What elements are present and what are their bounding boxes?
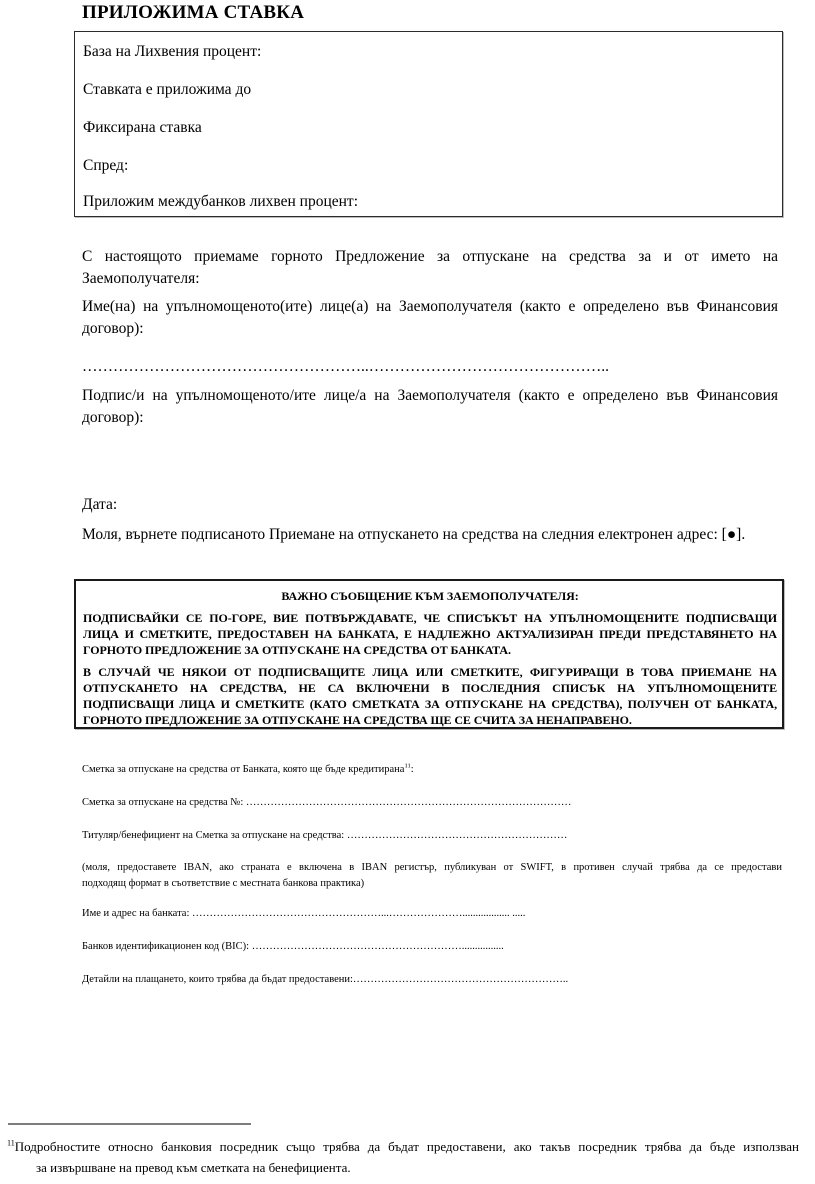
credited-account-text: Сметка за отпускане на средства от Банката, която ще бъде кредитирана (82, 764, 405, 775)
bic-line: Банков идентификационен код (BIC): ……………………………………………………................ (82, 941, 504, 952)
notice-para1-line1: ПОДПИСВАЙКИ СЕ ПО-ГОРЕ, ВИЕ ПОТВЪРЖДАВАТЕ, ЧЕ СПИСЪКЪТ НА УПЪЛНОМОЩЕНИТЕ ПОДПИСВАЩИ (83, 611, 777, 625)
notice-para2-line1: В СЛУЧАЙ ЧЕ НЯКОИ ОТ ПОДПИСВАЩИТЕ ЛИЦА ИЛИ СМЕТКИТЕ, ФИГУРИРАЩИ В ТОВА ПРИЕМАНЕ НА (83, 665, 777, 679)
notice-title: ВАЖНО СЪОБЩЕНИЕ КЪМ ЗАЕМОПОЛУЧАТЕЛЯ: (281, 589, 579, 603)
signatures-line2: договор): (82, 409, 144, 426)
fixed-rate-label: Фиксирана ставка (83, 119, 202, 136)
applicable-rate-box (74, 31, 783, 217)
footnote-ref-11: 11 (404, 762, 411, 770)
iban-note-line1: (моля, предоставете IBAN, ако страната е включена в IBAN регистър, публикуван от SWIFT, в противен случай трябва да се предостави (82, 862, 782, 873)
account-holder-line: Титуляр/бенефициент на Сметка за отпускане на средства: ……………………………………………………… (82, 830, 568, 841)
account-number-line: Сметка за отпускане на средства №: ………………………………………………………………………………… (82, 797, 572, 808)
footnote-separator (8, 1123, 251, 1125)
important-notice-box (74, 579, 784, 729)
acceptance-para1-line1: С настоящото приемаме горното Предложение за отпускане на средства за и от името на (82, 248, 778, 265)
iban-note-line2: подходящ формат в съответствие с местната банкова практика) (82, 878, 365, 889)
footnote-line1 (7, 1138, 799, 1155)
bank-name-address-line: Име и адрес на банката: ………………………………………………...………………….................. ..... (82, 908, 526, 919)
name-fill-in-line: ………………………………………………..……………………………………….. (82, 358, 609, 375)
payment-details-line: Детайли на плащането, които трябва да бъдат предоставени:…………………………………………………….. (82, 974, 569, 985)
rate-applicable-until-label: Ставката е приложима до (83, 81, 252, 98)
authorized-persons-line1: Име(на) на упълномощеното(ите) лице(а) на Заемополучателя (както е определено във Финансовия (82, 298, 778, 315)
rate-base-label: База на Лихвения процент: (83, 43, 262, 60)
credited-account-colon: : (410, 764, 414, 775)
footnote-line2: за извършване на превод към сметката на бенефициента. (36, 1160, 351, 1175)
page-title: ПРИЛОЖИМА СТАВКА (82, 2, 305, 23)
date-label: Дата: (82, 496, 118, 513)
notice-para2-line3: ПОДПИСВАЩИ ЛИЦА И СМЕТКИТЕ (КАТО СМЕТКАТА ЗА ОТПУСКАНЕ НА СРЕДСТВА), ПОЛУЧЕН ОТ БАНКАТА, (83, 697, 777, 711)
signatures-line1: Подпис/и на упълномощеното/ите лице/а на Заемополучателя (както е определено във Финансовия (82, 387, 778, 404)
notice-para1-line3: ГОРНОТО ПРЕДЛОЖЕНИЕ ЗА ОТПУСКАНЕ НА СРЕДСТВА ОТ БАНКАТА. (83, 643, 511, 657)
notice-para2-line4: ГОРНОТО ПРЕДЛОЖЕНИЕ ЗА ОТПУСКАНЕ НА СРЕДСТВА ЩЕ СЕ СЧИТА ЗА НЕНАПРАВЕНО. (83, 713, 632, 727)
interbank-rate-label: Приложим междубанков лихвен процент: (83, 193, 359, 210)
spread-label: Спред: (83, 157, 129, 174)
notice-para1-line2: ЛИЦА И СМЕТКИТЕ, ПРЕДОСТАВЕН НА БАНКАТА, Е НАДЛЕЖНО АКТУАЛИЗИРАН ПРЕДИ ПРЕДСТАВЯНЕТО НА (83, 627, 777, 641)
return-instruction: Моля, върнете подписаното Приемане на отпускането на средства на следния електронен адрес: [●]. (82, 526, 746, 543)
footnote-number: 11 (7, 1138, 15, 1148)
footnote-text-line1: Подробностите относно банковия посредник също трябва да бъдат предоставени, ако такъв посредник трябва да бъде използван (14, 1139, 799, 1154)
authorized-persons-line2: договор): (82, 320, 144, 337)
acceptance-para1-line2: Заемополучателя: (82, 270, 200, 287)
credited-account-line (82, 763, 782, 777)
notice-para2-line2: ОТПУСКАНЕТО НА СРЕДСТВА, НЕ СА ВКЛЮЧЕНИ В ПОСЛЕДНИЯ СПИСЪК НА УПЪЛНОМОЩЕНИТЕ (83, 681, 777, 695)
